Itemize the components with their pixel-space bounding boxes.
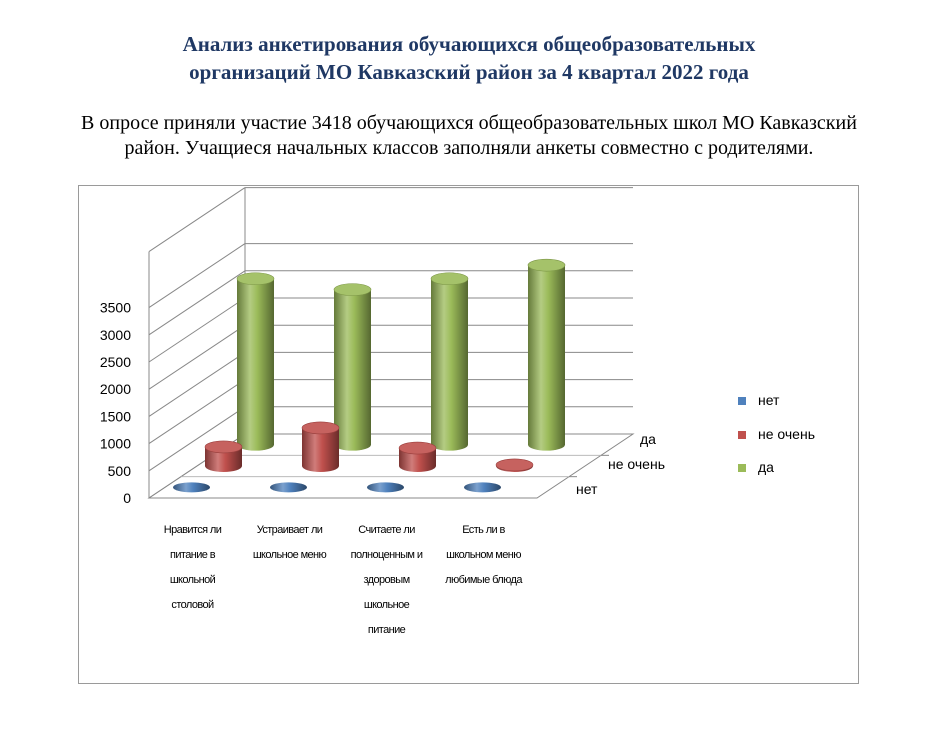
bar-da-body [431,279,468,451]
y-tick-label: 2500 [99,354,131,370]
side-wall-gridline [149,188,245,252]
bar-ne-ochen-top [302,422,339,434]
y-tick-label: 0 [123,490,131,506]
legend-item-ne-ochen [738,426,858,444]
y-tick-label: 1000 [99,435,131,452]
side-wall-gridline [149,271,245,335]
legend-swatch-da [738,464,746,472]
bar-net-flat [367,482,404,492]
legend-swatch-net [738,397,746,405]
bar-da-body [334,290,371,451]
side-wall-gridline [149,244,245,308]
y-tick-label: 2000 [99,381,131,398]
side-wall-gridline [149,298,245,362]
bar-ne-ochen-body [302,428,339,472]
title-line-1: Анализ анкетирования обучающихся общеобразовательных [182,32,756,56]
x-tick-label: Есть ли в школьном меню любимые блюда [445,524,522,586]
y-tick-label: 1500 [99,408,131,425]
bar-da-body [237,279,274,451]
bar-da-body [528,265,565,451]
legend-swatch-ne-ochen [738,431,746,439]
bar-ne-ochen-top [496,459,533,471]
bar-net-flat [270,482,307,492]
x-tick-label: Устраивает ли школьное меню [252,524,327,561]
legend-label-ne-ochen: не очень [758,426,815,442]
y-tick-label: 3500 [99,299,131,316]
x-tick-label: Считаете ли полноценным и здоровым школьное питание [350,524,423,636]
title-line-2: организаций МО Кавказский район за 4 квартал 2022 года [189,60,749,84]
bar-da-top [431,273,468,285]
x-tick-label: Нравится ли питание в школьной столовой [163,524,222,611]
bar-da-top [334,284,371,296]
depth-axis-label: не очень [608,456,665,472]
side-wall-gridline [149,380,245,444]
legend-item-da [738,459,858,477]
legend-item-net [738,392,858,410]
intro-line-1: В опросе приняли участие 3418 обучающихся общеобразовательных школ МО Кавказский [81,112,857,134]
depth-axis-label: да [640,431,656,447]
bar-da-top [237,273,274,285]
bar-ne-ochen-top [399,442,436,454]
side-wall-gridline [149,325,245,389]
y-tick-label: 500 [107,462,131,479]
depth-axis-label: нет [576,481,598,497]
bar-ne-ochen-top [205,441,242,453]
bar-net-flat [173,482,210,492]
legend-label-da: да [758,459,774,475]
intro-line-2: район. Учащиеся начальных классов заполняли анкеты совместно с родителями. [124,137,814,159]
legend-label-net: нет [758,392,780,408]
side-wall-gridline [149,352,245,416]
bar-net-flat [464,482,501,492]
y-tick-label: 3000 [99,326,131,343]
bar-da-top [528,259,565,271]
